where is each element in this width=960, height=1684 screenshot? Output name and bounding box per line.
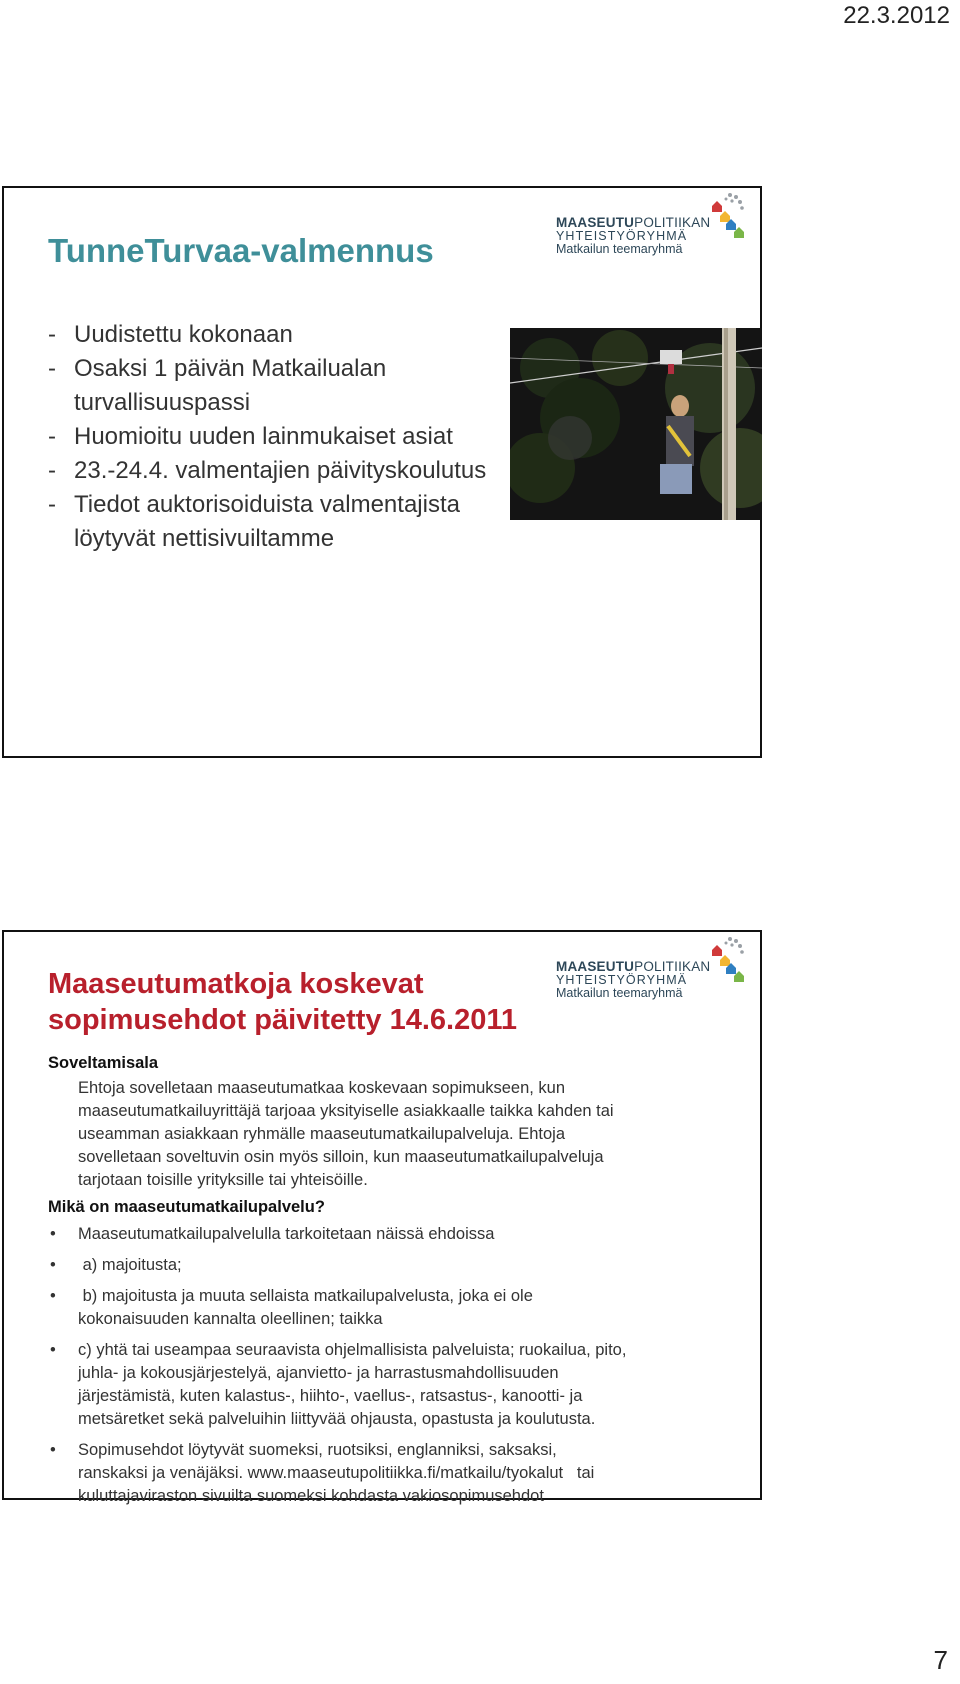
- logo-houses-icon: [710, 192, 746, 238]
- maaseutupolitiikka-logo: [556, 192, 746, 258]
- bullet-symbol: •: [50, 1341, 56, 1359]
- definition-bullet-item: [48, 1285, 738, 1331]
- list-line: Osaksi 1 päivän Matkailualan: [74, 355, 387, 382]
- paragraph-line: Ehtoja sovelletaan maaseutumatkaa koskevaan sopimukseen, kun: [78, 1079, 566, 1097]
- slide-tunneturvaa: [2, 186, 762, 758]
- slide2-title: [48, 966, 517, 1038]
- definition-bullet-item: [48, 1223, 738, 1246]
- slide1-list-item: [48, 352, 518, 420]
- bullet-line: Sopimusehdot löytyvät suomeksi, ruotsiksi, englanniksi, saksaksi,: [78, 1441, 557, 1459]
- list-line: turvallisuuspassi: [74, 389, 251, 416]
- logo-line2: YHTEISTYÖRYHMÄ: [556, 229, 688, 244]
- bullet-line: metsäretket sekä palveluihin liittyvää ohjausta, opastusta ja koulutusta.: [78, 1410, 596, 1428]
- definition-bullet-item: [48, 1254, 738, 1277]
- dash-bullet: -: [48, 491, 56, 518]
- slide2-body: [48, 1052, 738, 1508]
- list-line: Tiedot auktorisoiduista valmentajista: [74, 491, 460, 518]
- slide1-list-item-text: [74, 318, 293, 352]
- slide1-list-item: [48, 488, 518, 556]
- bullet-line: kuluttajaviraston sivuilta suomeksi kohdasta vakiosopimusehdot: [78, 1487, 544, 1505]
- list-line: löytyvät nettisivuiltamme: [74, 525, 335, 552]
- bullet-line: c) yhtä tai useampaa seuraavista ohjelmallisista palveluista; ruokailua, pito,: [78, 1341, 627, 1359]
- maaseutupolitiikka-logo: [556, 936, 746, 1002]
- slide-sopimusehdot: [2, 930, 762, 1505]
- definition-bullets: [48, 1223, 738, 1508]
- slide1-list-item: [48, 420, 518, 454]
- logo-line1-bold: MAASEUTU: [556, 959, 635, 974]
- zipline-photo: [510, 328, 762, 520]
- logo-line1-thin: POLITIIKAN: [634, 959, 711, 974]
- dash-bullet: -: [48, 355, 56, 382]
- bullet-line: b) majoitusta ja muuta sellaista matkailupalvelusta, joka ei ole: [78, 1287, 533, 1305]
- bullet-line: Maaseutumatkailupalvelulla tarkoitetaan näissä ehdoissa: [78, 1225, 495, 1243]
- paragraph-line: maaseutumatkailuyrittäjä tarjoaa yksityiselle asiakkaalle taikka kahden tai: [78, 1102, 614, 1120]
- slide1-list-item-text: [74, 420, 453, 454]
- dash-bullet: -: [48, 423, 56, 450]
- list-line: Huomioitu uuden lainmukaiset asiat: [74, 423, 453, 450]
- slide1-list-item-text: [74, 454, 486, 488]
- dash-bullet: -: [48, 457, 56, 484]
- paragraph-line: sovelletaan soveltuvin osin myös silloin, kun maaseutumatkailupalveluja: [78, 1148, 604, 1166]
- definition-bullet-item: [48, 1439, 738, 1508]
- logo-line3: Matkailun teemaryhmä: [556, 986, 683, 1001]
- slide1-list-item: [48, 454, 518, 488]
- bullet-line: a) majoitusta;: [78, 1256, 182, 1274]
- logo-line3: Matkailun teemaryhmä: [556, 242, 683, 257]
- definition-bullet-item: [48, 1339, 738, 1431]
- paragraph-line: useamman asiakkaan ryhmälle maaseutumatkailupalveluja. Ehtoja: [78, 1125, 566, 1143]
- bullet-line: ranskaksi ja venäjäksi. www.maaseutupolitiikka.fi/matkailu/tyokalut tai: [78, 1464, 595, 1482]
- soveltamisala-paragraph: [48, 1077, 738, 1192]
- paragraph-line: tarjotaan toisille yrityksille tai yhteisöille.: [78, 1171, 368, 1189]
- logo-line1-bold: MAASEUTU: [556, 215, 635, 230]
- bullet-symbol: •: [50, 1225, 56, 1243]
- logo-line2: YHTEISTYÖRYHMÄ: [556, 973, 688, 988]
- slide1-list: [48, 318, 518, 556]
- heading-mika-on: Mikä on maaseutumatkailupalvelu?: [48, 1198, 325, 1216]
- bullet-symbol: •: [50, 1287, 56, 1305]
- heading-soveltamisala: Soveltamisala: [48, 1054, 159, 1072]
- slide1-list-item: [48, 318, 518, 352]
- bullet-line: juhla- ja kokousjärjestelyä, ajanvietto- ja harrastusmahdollisuuden: [78, 1364, 559, 1382]
- slide2-title-line1: Maaseutumatkoja koskevat: [48, 968, 424, 1000]
- bullet-symbol: •: [50, 1256, 56, 1274]
- dash-bullet: -: [48, 321, 56, 348]
- bullet-symbol: •: [50, 1441, 56, 1459]
- logo-houses-icon: [710, 936, 746, 982]
- bullet-line: kokonaisuuden kannalta oleellinen; taikka: [78, 1310, 383, 1328]
- page-date: 22.3.2012: [843, 2, 950, 29]
- page-number: 7: [933, 1645, 948, 1675]
- slide1-list-item-text: [74, 352, 386, 420]
- bullet-line: järjestämistä, kuten kalastus-, hiihto-, vaellus-, ratsastus-, kanootti- ja: [78, 1387, 583, 1405]
- slide1-list-item-text: [74, 488, 460, 556]
- slide1-title: TunneTurvaa-valmennus: [48, 232, 434, 269]
- list-line: 23.-24.4. valmentajien päivityskoulutus: [74, 457, 487, 484]
- logo-line1-thin: POLITIIKAN: [634, 215, 711, 230]
- list-line: Uudistettu kokonaan: [74, 321, 293, 348]
- slide2-title-line2: sopimusehdot päivitetty 14.6.2011: [48, 1004, 518, 1036]
